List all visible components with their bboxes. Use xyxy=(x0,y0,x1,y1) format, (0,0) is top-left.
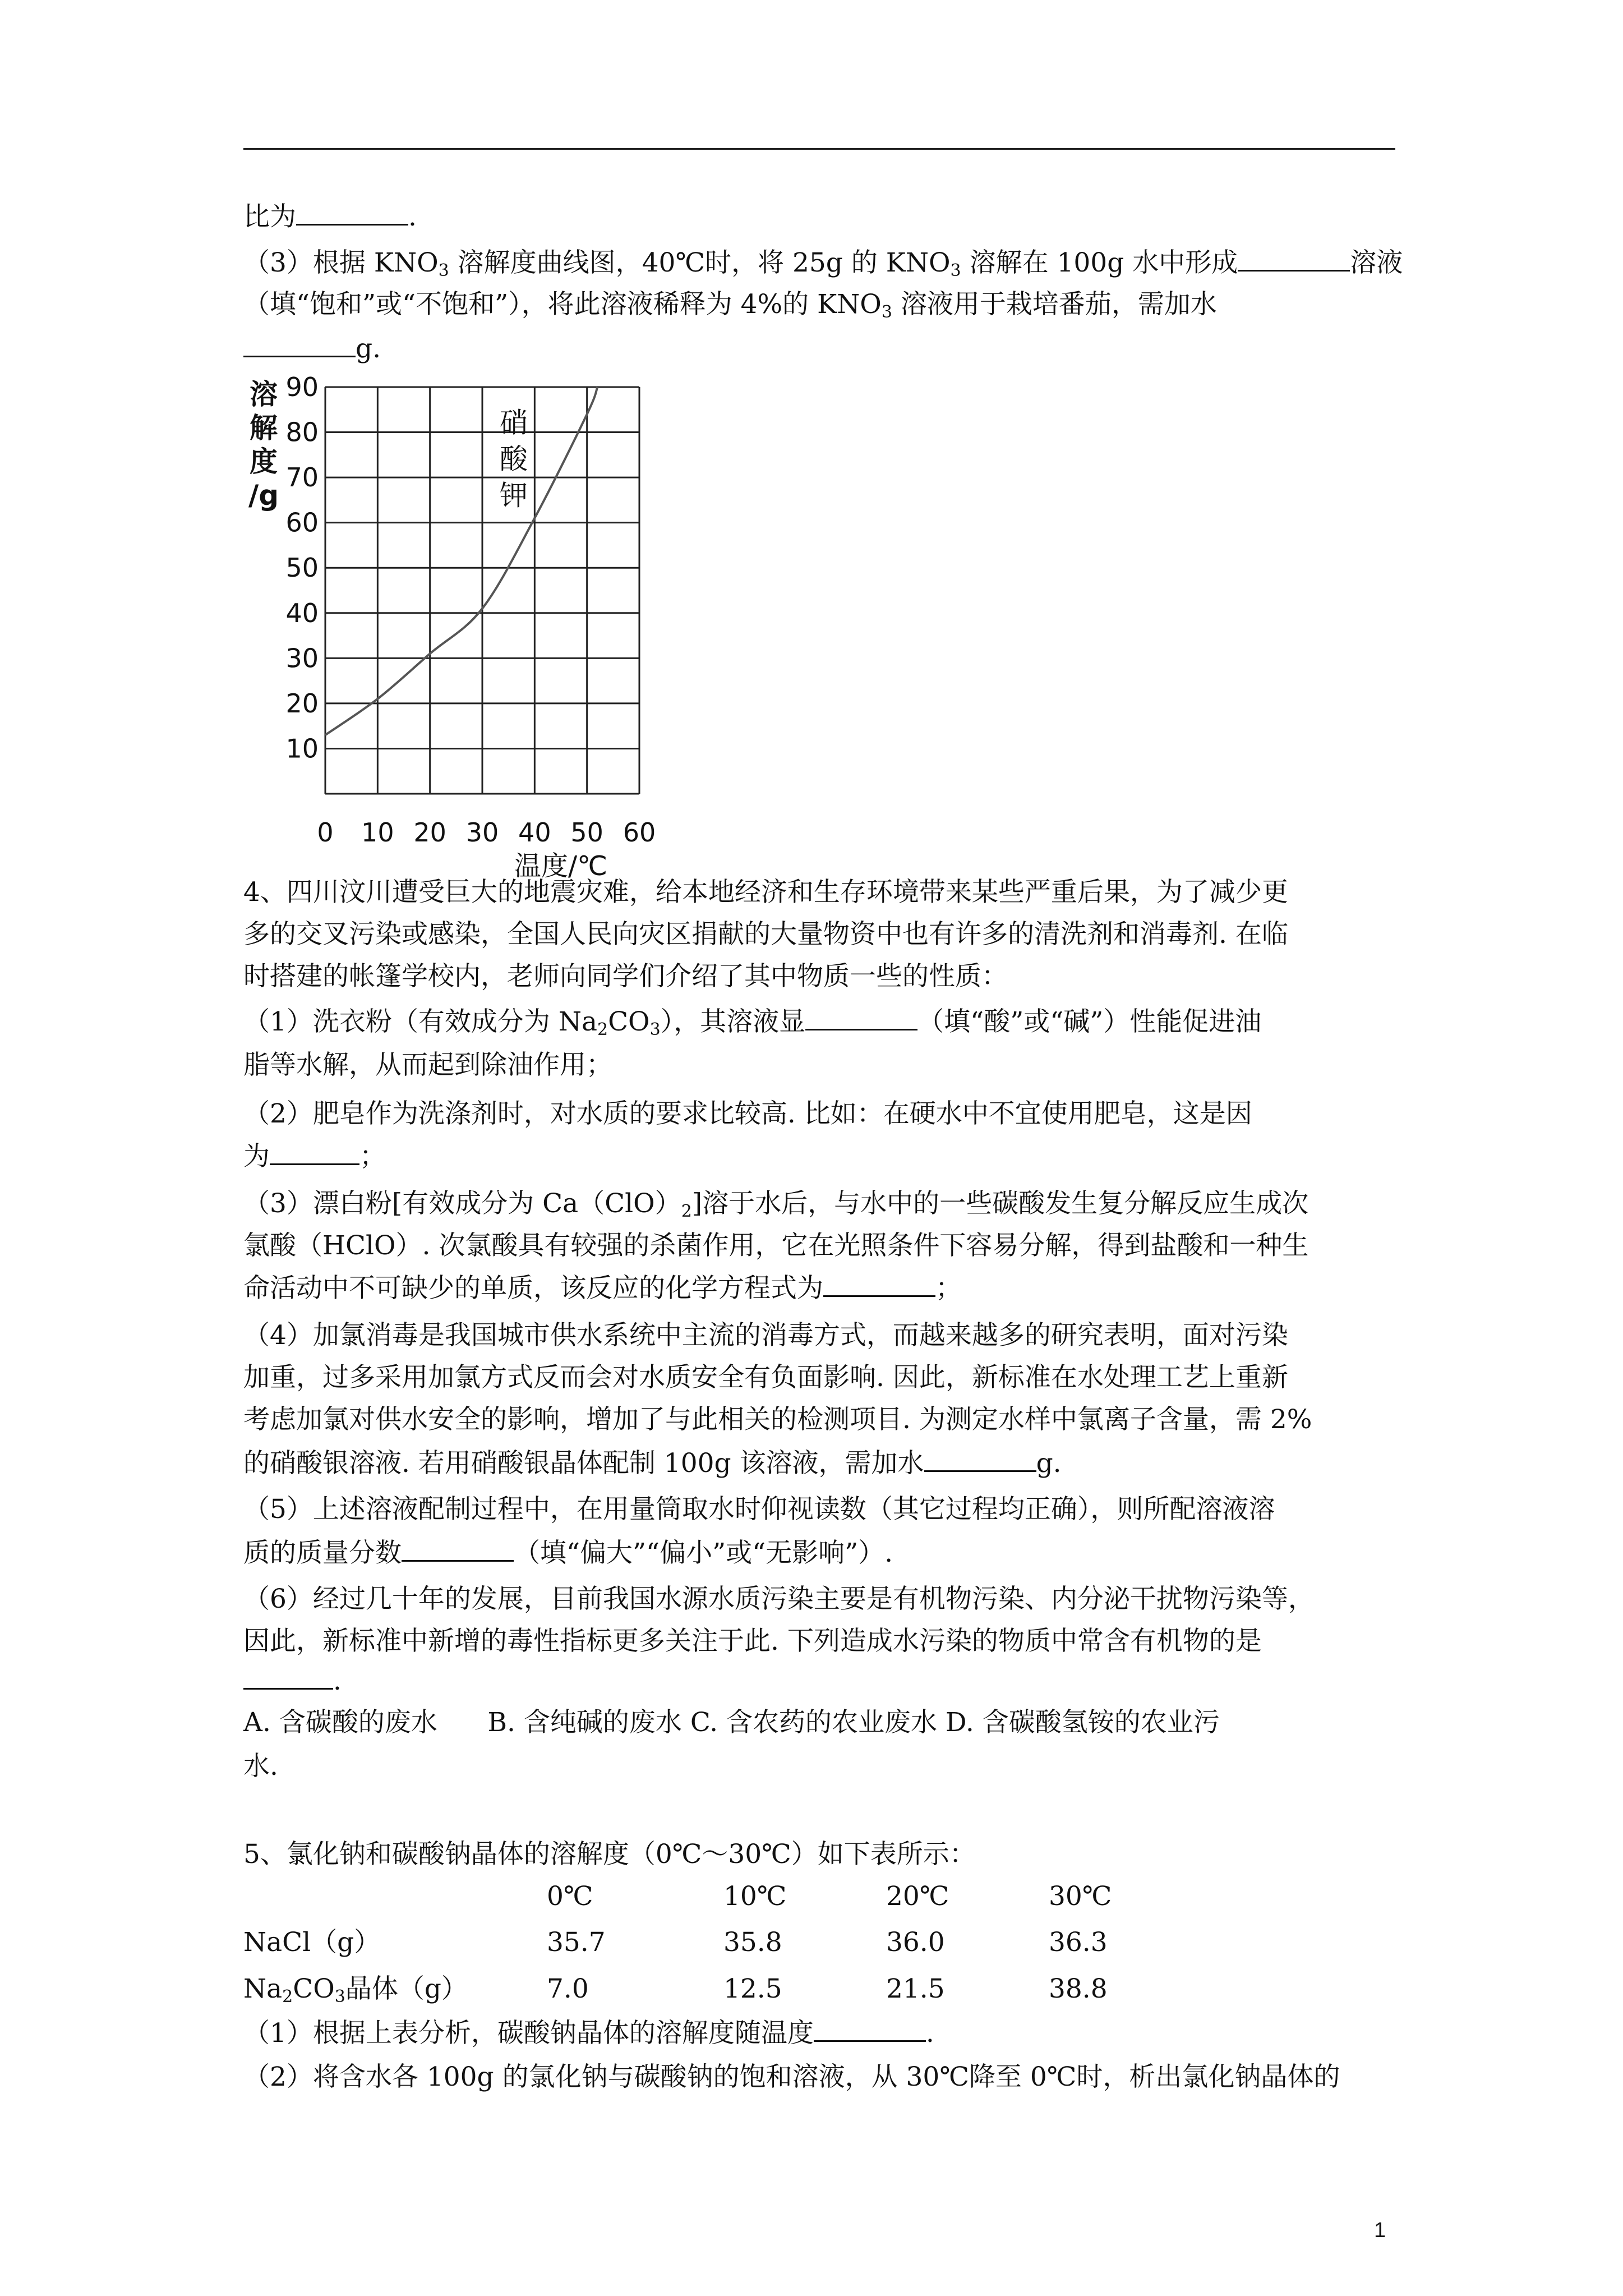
q3-line3: g. xyxy=(243,331,381,366)
table-cell: 38.8 xyxy=(1049,1973,1108,2004)
y-axis-label-char: 度 xyxy=(250,445,278,478)
q4-p1-line2: 脂等水解，从而起到除油作用； xyxy=(243,1050,612,1080)
x-tick-label: 10 xyxy=(361,817,394,848)
y-axis-label-char: /g xyxy=(248,479,279,512)
q4-intro-line3: 时搭建的帐篷学校内，老师向同学们介绍了其中物质一些的性质： xyxy=(243,961,1008,992)
y-tick-label: 10 xyxy=(285,733,319,764)
row-label-nacl: NaCl（g） xyxy=(243,1927,381,1958)
answer-blank[interactable] xyxy=(805,1004,917,1030)
y-tick-label: 70 xyxy=(285,462,319,493)
chart-grid xyxy=(325,387,639,794)
y-tick-label: 30 xyxy=(285,643,319,674)
answer-blank[interactable] xyxy=(924,1446,1036,1472)
answer-blank[interactable] xyxy=(823,1271,935,1297)
q4-p4-line2: 加重，过多采用加氯方式反而会对水质安全有负面影响. 因此，新标准在水处理工艺上重新 xyxy=(243,1362,1288,1393)
page-number: 1 xyxy=(1374,2219,1386,2242)
header-rule xyxy=(243,148,1395,150)
q4-p4-line3: 考虑加氯对供水安全的影响，增加了与此相关的检测项目. 为测定水样中氯离子含量，需 2% xyxy=(243,1404,1312,1435)
x-tick-label: 60 xyxy=(623,817,656,848)
answer-blank[interactable] xyxy=(243,1663,333,1690)
answer-blank[interactable] xyxy=(270,1139,359,1165)
q3-line2: （填“饱和”或“不饱和”），将此溶液稀释为 4%的 $KNO_3$ 溶液用于栽培番茄，需加水 xyxy=(243,289,1217,322)
answer-blank[interactable] xyxy=(243,331,356,357)
y-axis-label-char: 解 xyxy=(250,412,278,444)
y-axis-label xyxy=(248,378,279,512)
table-header: 10℃ xyxy=(723,1881,787,1912)
x-tick-labels xyxy=(317,817,656,848)
q4-p6-line3: . xyxy=(243,1663,342,1699)
y-tick-label: 40 xyxy=(285,597,319,628)
q4-p4-line4: 的硝酸银溶液. 若用硝酸银晶体配制 100g 该溶液，需加水 g. xyxy=(243,1446,1062,1481)
q4-p5-line1: （5）上述溶液配制过程中，在用量筒取水时仰视读数（其它过程均正确），则所配溶液溶 xyxy=(243,1494,1275,1525)
y-tick-label: 80 xyxy=(285,417,319,448)
series-label-char: 钾 xyxy=(500,479,528,512)
q5-title: 5、氯化钠和碳酸钠晶体的溶解度（0℃～30℃）如下表所示： xyxy=(243,1839,976,1870)
q4-p5-line2: 质的质量分数 （填“偏大”“偏小”或“无影响”）. xyxy=(243,1535,893,1571)
q4-p3-line2: 氯酸（HClO）. 次氯酸具有较强的杀菌作用，它在光照条件下容易分解，得到盐酸和一种生 xyxy=(243,1230,1309,1261)
y-axis-label-char: 溶 xyxy=(250,378,278,411)
row-label-na2co3: $Na_2CO_3$晶体（g） xyxy=(243,1973,468,2007)
q4-options-line2: 水. xyxy=(243,1751,278,1782)
y-tick-label: 50 xyxy=(285,553,319,583)
q4-p4-line1: （4）加氯消毒是我国城市供水系统中主流的消毒方式，而越来越多的研究表明，面对污染 xyxy=(243,1320,1288,1351)
x-tick-label: 40 xyxy=(518,817,551,848)
q4-p1-line1: （1）洗衣粉（有效成分为 $Na_2CO_3$），其溶液显 （填“酸”或“碱”）性能促进油 xyxy=(243,1004,1261,1047)
solubility-chart xyxy=(238,370,676,886)
q5-p1: （1）根据上表分析，碳酸钠晶体的溶解度随温度 . xyxy=(243,2016,934,2051)
q4-p3-line3: 命活动中不可缺少的单质，该反应的化学方程式为 ； xyxy=(243,1271,962,1306)
q4-intro-line1: 4、四川汶川遭受巨大的地震灾难，给本地经济和生存环境带来某些严重后果，为了减少更 xyxy=(243,877,1288,908)
answer-blank[interactable] xyxy=(814,2016,926,2042)
table-cell: 35.8 xyxy=(723,1927,782,1958)
x-axis-label: 温度/℃ xyxy=(514,850,608,882)
q3-line0: 比为 . xyxy=(243,199,417,234)
series-label-char: 硝 xyxy=(500,406,528,439)
series-label xyxy=(500,407,528,512)
kno3-solubility-curve xyxy=(325,387,597,735)
q4-p2-line1: （2）肥皂作为洗涤剂时，对水质的要求比较高. 比如：在硬水中不宜使用肥皂，这是因 xyxy=(243,1098,1252,1129)
q4-p2-line2: 为 ； xyxy=(243,1139,386,1174)
q4-options-line1: A. 含碳酸的废水 B. 含纯碱的废水 C. 含农药的农业废水 D. 含碳酸氢铵的农业污 xyxy=(243,1707,1220,1738)
q3-line1: （3）根据 $KNO_3$ 溶解度曲线图，40℃时，将 25g 的 $KNO_3$ 溶解在 100g 水中形成 溶液 xyxy=(243,245,1403,288)
table-cell: 36.0 xyxy=(886,1927,945,1958)
series-label-char: 酸 xyxy=(500,443,528,476)
x-tick-label: 0 xyxy=(317,817,334,848)
q5-p2: （2）将含水各 100g 的氯化钠与碳酸钠的饱和溶液，从 30℃降至 0℃时，析出氯化钠晶体的 xyxy=(243,2062,1340,2092)
y-tick-label: 90 xyxy=(285,372,319,402)
answer-blank[interactable] xyxy=(402,1535,514,1562)
answer-blank[interactable] xyxy=(296,199,408,226)
x-tick-label: 30 xyxy=(465,817,499,848)
table-cell: 36.3 xyxy=(1049,1927,1108,1958)
x-tick-label: 50 xyxy=(570,817,603,848)
q4-p6-line2: 因此，新标准中新增的毒性指标更多关注于此. 下列造成水污染的物质中常含有机物的是 xyxy=(243,1626,1262,1657)
table-cell: 35.7 xyxy=(547,1927,606,1958)
table-header: 0℃ xyxy=(547,1881,593,1912)
table-header: 30℃ xyxy=(1049,1881,1112,1912)
q4-intro-line2: 多的交叉污染或感染，全国人民向灾区捐献的大量物资中也有许多的清洗剂和消毒剂. 在临 xyxy=(243,919,1288,950)
y-tick-label: 20 xyxy=(285,688,319,719)
q4-p3-line1: （3）漂白粉[有效成分为 $Ca(ClO)_2$]溶于水后，与水中的一些碳酸发生复分解反应生成次 xyxy=(243,1188,1309,1221)
table-cell: 7.0 xyxy=(547,1973,589,2004)
y-tick-labels xyxy=(285,372,319,763)
answer-blank[interactable] xyxy=(1238,245,1350,272)
table-header: 20℃ xyxy=(886,1881,949,1912)
table-cell: 12.5 xyxy=(723,1973,782,2004)
y-tick-label: 60 xyxy=(285,507,319,538)
q4-p6-line1: （6）经过几十年的发展，目前我国水源水质污染主要是有机物污染、内分泌干扰物污染等， xyxy=(243,1584,1315,1614)
table-cell: 21.5 xyxy=(886,1973,945,2004)
x-tick-label: 20 xyxy=(413,817,446,848)
